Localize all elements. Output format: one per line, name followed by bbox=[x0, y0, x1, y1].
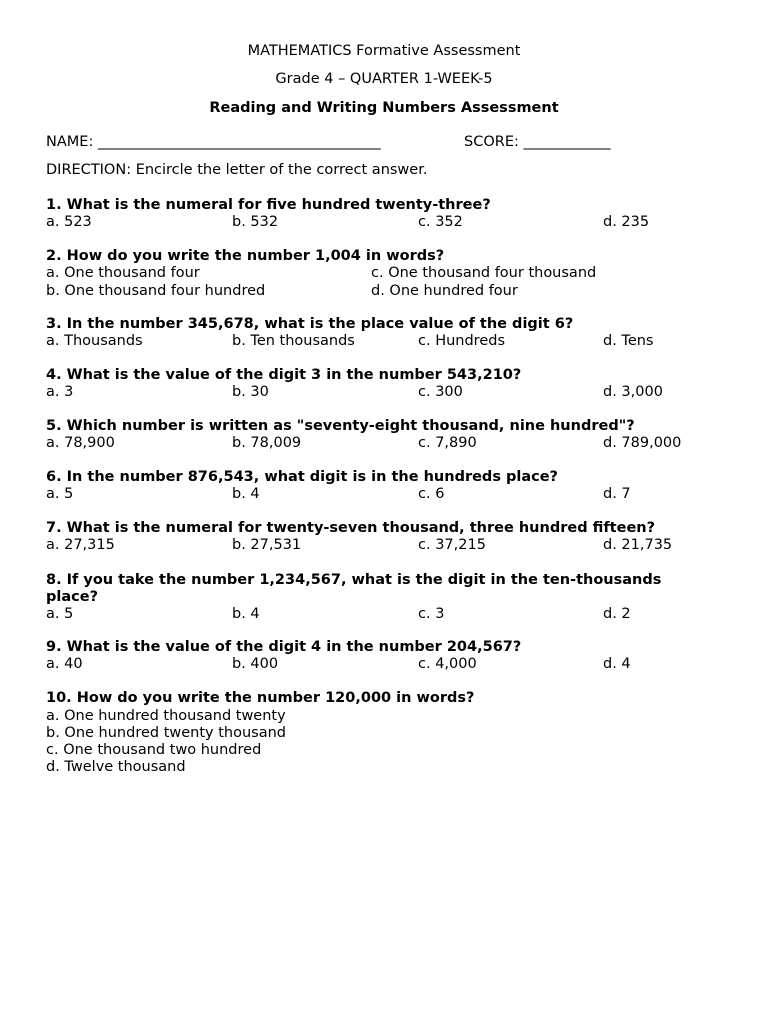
question-10-option-c[interactable]: c. One thousand two hundred bbox=[46, 742, 262, 758]
grade-heading: Grade 4 – QUARTER 1-WEEK-5 bbox=[275, 71, 493, 87]
question-3-option-b[interactable]: b. Ten thousands bbox=[232, 333, 355, 349]
question-8-option-a[interactable]: a. 5 bbox=[46, 606, 74, 622]
question-9-option-d[interactable]: d. 4 bbox=[603, 656, 631, 672]
question-2-option-c[interactable]: c. One thousand four thousand bbox=[371, 265, 597, 281]
question-9-option-a[interactable]: a. 40 bbox=[46, 656, 83, 672]
page-title: Reading and Writing Numbers Assessment bbox=[209, 100, 559, 116]
question-1-option-a[interactable]: a. 523 bbox=[46, 214, 92, 230]
question-4-option-a[interactable]: a. 3 bbox=[46, 384, 74, 400]
question-10-option-b[interactable]: b. One hundred twenty thousand bbox=[46, 725, 287, 741]
name-field[interactable]: NAME: _______________________________________ bbox=[46, 134, 381, 150]
subject-heading: MATHEMATICS Formative Assessment bbox=[247, 43, 521, 59]
question-5-option-c[interactable]: c. 7,890 bbox=[418, 435, 477, 451]
question-7-option-a[interactable]: a. 27,315 bbox=[46, 537, 115, 553]
question-2-option-a[interactable]: a. One thousand four bbox=[46, 265, 200, 281]
question-4-text: 4. What is the value of the digit 3 in the number 543,210? bbox=[46, 367, 522, 383]
question-10-text: 10. How do you write the number 120,000 in words? bbox=[46, 690, 475, 706]
question-5-option-d[interactable]: d. 789,000 bbox=[603, 435, 682, 451]
question-1-option-d[interactable]: d. 235 bbox=[603, 214, 650, 230]
question-3-option-a[interactable]: a. Thousands bbox=[46, 333, 143, 349]
question-2-option-d[interactable]: d. One hundred four bbox=[371, 283, 518, 299]
question-3-option-c[interactable]: c. Hundreds bbox=[418, 333, 505, 349]
question-5-option-b[interactable]: b. 78,009 bbox=[232, 435, 302, 451]
question-2-option-b[interactable]: b. One thousand four hundred bbox=[46, 283, 266, 299]
question-6-text: 6. In the number 876,543, what digit is in the hundreds place? bbox=[46, 469, 558, 485]
question-10-option-a[interactable]: a. One hundred thousand twenty bbox=[46, 708, 286, 724]
question-8-option-c[interactable]: c. 3 bbox=[418, 606, 445, 622]
question-6-option-b[interactable]: b. 4 bbox=[232, 486, 260, 502]
question-1-option-c[interactable]: c. 352 bbox=[418, 214, 463, 230]
question-7-option-c[interactable]: c. 37,215 bbox=[418, 537, 486, 553]
question-6-option-d[interactable]: d. 7 bbox=[603, 486, 631, 502]
question-2-text: 2. How do you write the number 1,004 in words? bbox=[46, 248, 445, 264]
question-7-text: 7. What is the numeral for twenty-seven thousand, three hundred fifteen? bbox=[46, 520, 656, 536]
question-5-option-a[interactable]: a. 78,900 bbox=[46, 435, 115, 451]
score-field[interactable]: SCORE: ____________ bbox=[464, 134, 611, 150]
direction-text: DIRECTION: Encircle the letter of the correct answer. bbox=[46, 162, 428, 178]
question-9-text: 9. What is the value of the digit 4 in the number 204,567? bbox=[46, 639, 522, 655]
question-3-text: 3. In the number 345,678, what is the place value of the digit 6? bbox=[46, 316, 574, 332]
question-10-option-d[interactable]: d. Twelve thousand bbox=[46, 759, 186, 775]
question-1-text: 1. What is the numeral for five hundred twenty-three? bbox=[46, 197, 491, 213]
question-9-option-b[interactable]: b. 400 bbox=[232, 656, 279, 672]
question-5-text: 5. Which number is written as "seventy-eight thousand, nine hundred"? bbox=[46, 418, 635, 434]
question-4-option-b[interactable]: b. 30 bbox=[232, 384, 269, 400]
question-8-option-b[interactable]: b. 4 bbox=[232, 606, 260, 622]
question-4-option-d[interactable]: d. 3,000 bbox=[603, 384, 663, 400]
question-8-option-d[interactable]: d. 2 bbox=[603, 606, 631, 622]
question-6-option-c[interactable]: c. 6 bbox=[418, 486, 445, 502]
question-7-option-b[interactable]: b. 27,531 bbox=[232, 537, 302, 553]
question-8-text: 8. If you take the number 1,234,567, what is the digit in the ten-thousands place? bbox=[46, 572, 662, 605]
question-3-option-d[interactable]: d. Tens bbox=[603, 333, 654, 349]
question-7-option-d[interactable]: d. 21,735 bbox=[603, 537, 673, 553]
question-4-option-c[interactable]: c. 300 bbox=[418, 384, 463, 400]
question-1-option-b[interactable]: b. 532 bbox=[232, 214, 279, 230]
question-9-option-c[interactable]: c. 4,000 bbox=[418, 656, 477, 672]
question-6-option-a[interactable]: a. 5 bbox=[46, 486, 74, 502]
